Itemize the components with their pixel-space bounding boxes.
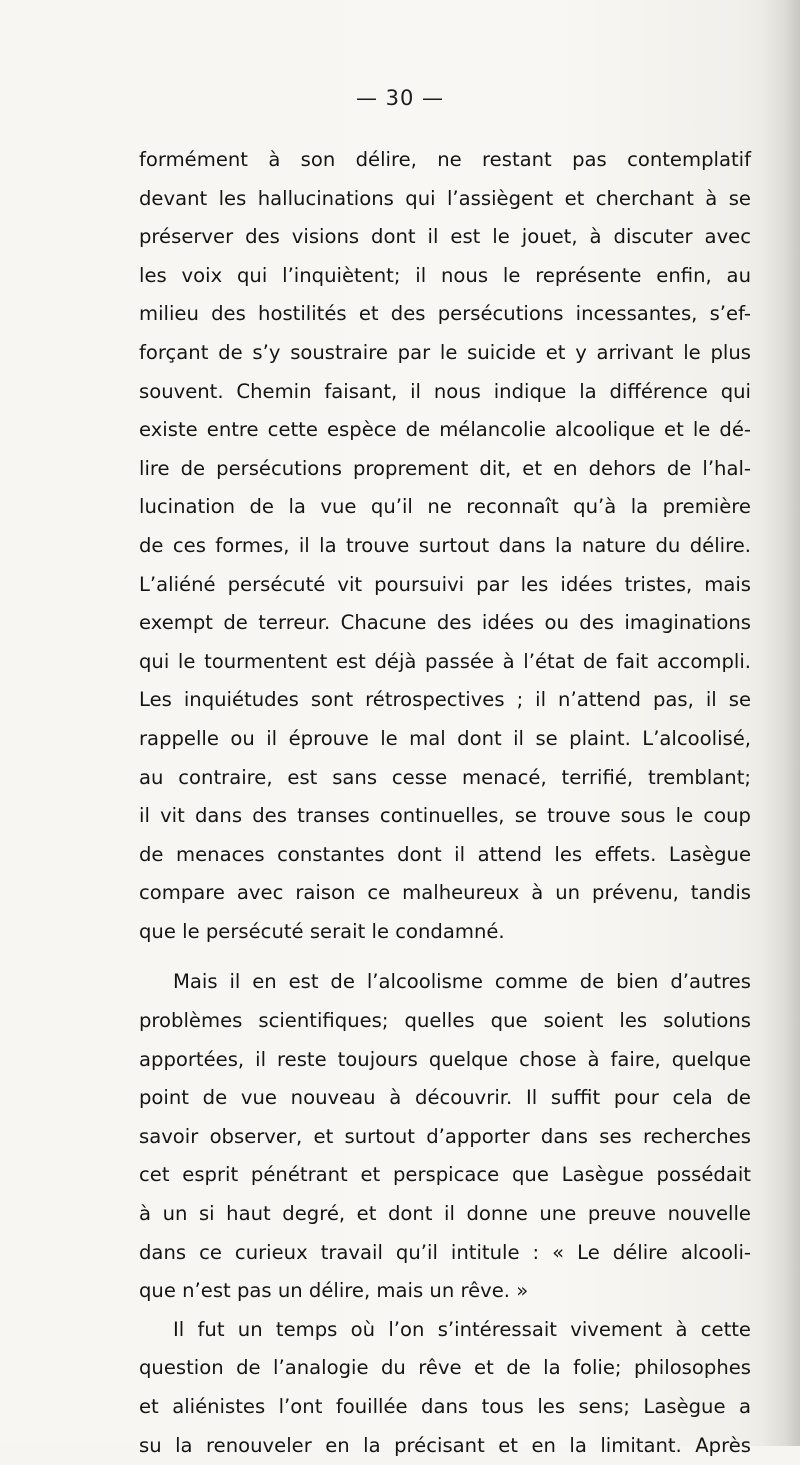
text-line: rappelle ou il éprouve le mal dont il se plaint. L’alcoolisé, (139, 726, 751, 750)
text-line: apportées, il reste toujours quelque chose à faire, quelque (139, 1047, 751, 1071)
text-line: les voix qui l’inquiètent; il nous le représente enfin, au (139, 263, 751, 287)
text-line: Mais il en est de l’alcoolisme comme de bien d’autres (173, 970, 751, 994)
text-line: que n’est pas un délire, mais un rêve. » (139, 1279, 529, 1303)
text-line: de ces formes, il la trouve surtout dans la nature du délire. (139, 533, 751, 557)
text-line: préserver des visions dont il est le jouet, à discuter avec (139, 225, 751, 249)
page-edge-shadow (760, 0, 800, 1446)
text-line: lucination de la vue qu’il ne reconnaît qu’à la première (139, 495, 751, 519)
text-line: devant les hallucinations qui l’assiègent et cherchant à se (139, 186, 751, 210)
text-line: que le persécuté serait le condamné. (139, 919, 505, 943)
text-line: au contraire, est sans cesse menacé, terrifié, tremblant; (139, 765, 751, 789)
paragraph (139, 963, 751, 1310)
paragraph (139, 141, 751, 951)
page-number: — 30 — (355, 86, 445, 110)
text-line: souvent. Chemin faisant, il nous indique la différence qui (139, 379, 751, 403)
text-line: point de vue nouveau à découvrir. Il suffit pour cela de (139, 1086, 751, 1110)
text-line: milieu des hostilités et des persécutions incessantes, s’ef- (139, 302, 751, 326)
text-line: de menaces constantes dont il attend les effets. Lasègue (139, 842, 751, 866)
text-line: formément à son délire, ne restant pas contemplatif (139, 148, 751, 171)
text-line: question de l’analogie du rêve et de la folie; philosophes (139, 1356, 751, 1380)
text-line: existe entre cette espèce de mélancolie alcoolique et le dé- (139, 418, 751, 442)
text-line: qui le tourmentent est déjà passée à l’état de fait accompli. (139, 649, 751, 673)
paragraph (139, 1311, 751, 1465)
text-line: dans ce curieux travail qu’il intitule : « Le délire alcooli- (139, 1240, 751, 1264)
text-line: cet esprit pénétrant et perspicace que Lasègue possédait (139, 1163, 751, 1187)
text-line: L’aliéné persécuté vit poursuivi par les idées tristes, mais (139, 572, 751, 596)
text-line: et aliénistes l’ont fouillée dans tous les sens; Lasègue a (139, 1395, 751, 1418)
text-line: lire de persécutions proprement dit, et en dehors de l’hal- (139, 456, 751, 480)
paragraph-gap (139, 951, 751, 963)
text-line: Il fut un temps où l’on s’intéressait vivement à cette (173, 1317, 751, 1341)
text-line: su la renouveler en la précisant et en la limitant. Après (139, 1433, 751, 1457)
text-line: il vit dans des transes continuelles, se trouve sous le coup (139, 804, 751, 828)
text-line: problèmes scientifiques; quelles que soient les solutions (139, 1009, 751, 1033)
text-line: exempt de terreur. Chacune des idées ou des imaginations (139, 611, 751, 635)
text-line: compare avec raison ce malheureux à un prévenu, tandis (139, 881, 751, 905)
body-text (139, 141, 751, 1465)
text-line: à un si haut degré, et dont il donne une preuve nouvelle (139, 1202, 751, 1226)
text-line: forçant de s’y soustraire par le suicide et y arrivant le plus (139, 340, 751, 364)
text-line: Les inquiétudes sont rétrospectives ; il n’attend pas, il se (139, 688, 751, 712)
text-line: savoir observer, et surtout d’apporter dans ses recherches (139, 1124, 751, 1148)
